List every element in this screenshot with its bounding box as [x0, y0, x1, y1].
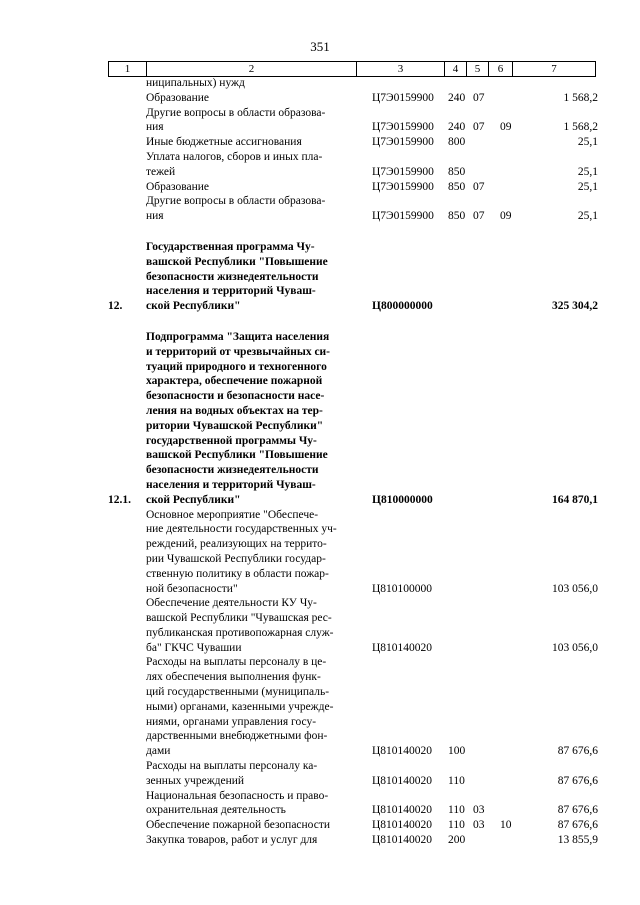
row-name-line: Национальная безопасность и право-	[146, 789, 329, 802]
expense-type-code: 100	[448, 745, 466, 758]
row-name-line: и территорий от чрезвычайных си-	[146, 345, 331, 358]
amount: 25,1	[577, 165, 598, 178]
row-name-line: Уплата налогов, сборов и иных пла-	[146, 150, 323, 163]
row-name	[146, 180, 356, 195]
target-article-code: Ц810000000	[372, 493, 433, 506]
header-col-4: 4	[445, 62, 467, 76]
row-name-line: тежей	[146, 165, 176, 178]
target-article-code: Ц810140020	[372, 834, 433, 847]
row-name-line: Другие вопросы в области образова-	[146, 106, 326, 119]
table-row	[0, 194, 640, 224]
amount: 103 056,0	[552, 582, 598, 595]
row-name	[146, 91, 356, 106]
table-header	[108, 61, 596, 77]
section-code: 07	[473, 210, 485, 223]
expense-type-code: 240	[448, 91, 466, 104]
table-row	[0, 106, 640, 136]
row-number: 12.	[108, 300, 123, 313]
subsection-code: 10	[500, 819, 512, 832]
row-name-line: безопасности жизнедеятельности	[146, 270, 319, 283]
expense-type-code: 850	[448, 165, 466, 178]
row-name	[146, 655, 356, 759]
amount: 1 568,2	[563, 121, 598, 134]
row-name-line: ной безопасности"	[146, 582, 238, 595]
row-name-line: Обеспечение деятельности КУ Чу-	[146, 597, 317, 610]
table-row	[0, 240, 640, 314]
row-name-line: ления на водных объектах на тер-	[146, 404, 323, 417]
row-name-line: ние деятельности государственных уч-	[146, 523, 337, 536]
row-name	[146, 330, 356, 508]
row-name-line: ными) органами, казенными учрежде-	[146, 700, 334, 713]
subsection-code: 09	[500, 210, 512, 223]
row-name-line: населения и территорий Чуваш-	[146, 478, 316, 491]
row-name-line: Образование	[146, 91, 210, 104]
section-code: 07	[473, 180, 485, 193]
table-row	[0, 180, 640, 195]
table-row	[0, 789, 640, 819]
expense-type-code: 240	[448, 121, 466, 134]
table-row	[0, 596, 640, 655]
row-name	[146, 789, 356, 819]
row-name-line: дарственными внебюджетными фон-	[146, 730, 328, 743]
row-name-line: туаций природного и техногенного	[146, 360, 327, 373]
target-article-code: Ц7Э0159900	[372, 91, 434, 104]
target-article-code: Ц810100000	[372, 582, 433, 595]
row-name-line: охранительная деятельность	[146, 804, 286, 817]
row-name-line: ственную политику в области пожар-	[146, 567, 329, 580]
row-name-line: дами	[146, 745, 171, 758]
row-name-line: ния	[146, 210, 164, 223]
row-name	[146, 76, 356, 91]
row-name-line: публиканская противопожарная служ-	[146, 626, 334, 639]
table-row	[0, 759, 640, 789]
header-col-7: 7	[551, 63, 557, 75]
row-name-line: Подпрограмма "Защита населения	[146, 330, 330, 343]
row-number: 12.1.	[108, 493, 131, 506]
row-name-line: ций государственными (муниципаль-	[146, 686, 330, 699]
row-name-line: Другие вопросы в области образова-	[146, 195, 326, 208]
row-name	[146, 135, 356, 150]
section-code: 03	[473, 819, 485, 832]
amount: 87 676,6	[557, 745, 598, 758]
amount: 25,1	[577, 210, 598, 223]
row-name-line: ниями, органами управления госу-	[146, 715, 317, 728]
table-row	[0, 150, 640, 180]
row-name-line: зенных учреждений	[146, 774, 245, 787]
row-name-line: безопасности и безопасности насе-	[146, 390, 325, 403]
table-row	[0, 135, 640, 150]
row-name	[146, 596, 356, 655]
row-name-line: Образование	[146, 180, 210, 193]
target-article-code: Ц810140020	[372, 745, 433, 758]
table-row	[0, 76, 640, 91]
row-name-line: безопасности жизнедеятельности	[146, 464, 319, 477]
target-article-code: Ц7Э0159900	[372, 136, 434, 149]
table-row	[0, 508, 640, 597]
row-name-line: Расходы на выплаты персоналу в це-	[146, 656, 327, 669]
expense-type-code: 800	[448, 136, 466, 149]
row-name-line: характера, обеспечение пожарной	[146, 375, 323, 388]
page-number: 351	[310, 39, 330, 54]
header-col-5: 5	[467, 62, 489, 76]
header-col-6: 6	[489, 62, 513, 76]
amount: 325 304,2	[552, 300, 598, 313]
row-name-line: лях обеспечения выполнения функ-	[146, 671, 321, 684]
table-row	[0, 833, 640, 848]
section-code: 07	[473, 121, 485, 134]
row-name-line: ба" ГКЧС Чувашии	[146, 641, 242, 654]
expense-type-code: 110	[448, 819, 465, 832]
amount: 13 855,9	[557, 834, 598, 847]
row-name-line: реждений, реализующих на террито-	[146, 538, 327, 551]
target-article-code: Ц7Э0159900	[372, 165, 434, 178]
row-name-line: вашской Республики "Чувашская рес-	[146, 612, 332, 625]
row-name-line: ской Республики"	[146, 300, 241, 313]
table-body	[0, 76, 640, 848]
row-name-line: вашской Республики "Повышение	[146, 255, 328, 268]
row-name	[146, 508, 356, 597]
row-name	[146, 759, 356, 789]
amount: 103 056,0	[552, 641, 598, 654]
expense-type-code: 850	[448, 180, 466, 193]
row-name-line: ритории Чувашской Республики"	[146, 419, 324, 432]
target-article-code: Ц810140020	[372, 804, 433, 817]
row-name-line: Обеспечение пожарной безопасности	[146, 819, 331, 832]
target-article-code: Ц800000000	[372, 300, 433, 313]
row-name	[146, 833, 356, 848]
expense-type-code: 110	[448, 804, 465, 817]
target-article-code: Ц810140020	[372, 641, 433, 654]
section-code: 03	[473, 804, 485, 817]
expense-type-code: 850	[448, 210, 466, 223]
row-name	[146, 818, 356, 833]
table-row	[0, 818, 640, 833]
expense-type-code: 110	[448, 774, 465, 787]
amount: 87 676,6	[557, 819, 598, 832]
row-name-line: вашской Республики "Повышение	[146, 449, 328, 462]
row-name-line: рии Чувашской Республики государ-	[146, 552, 326, 565]
amount: 1 568,2	[563, 91, 598, 104]
row-name	[146, 106, 356, 136]
section-code: 07	[473, 91, 485, 104]
target-article-code: Ц7Э0159900	[372, 180, 434, 193]
header-col-3: 3	[357, 62, 445, 76]
row-name-line: ниципальных) нужд	[146, 77, 245, 89]
row-name-line: Основное мероприятие "Обеспече-	[146, 508, 319, 521]
target-article-code: Ц810140020	[372, 774, 433, 787]
row-name	[146, 150, 356, 180]
row-name-line: Иные бюджетные ассигнования	[146, 136, 302, 149]
table-row	[0, 655, 640, 759]
row-name	[146, 194, 356, 224]
target-article-code: Ц7Э0159900	[372, 121, 434, 134]
table-row	[0, 330, 640, 508]
row-name-line: Государственная программа Чу-	[146, 240, 315, 253]
header-col-2: 2	[147, 62, 357, 76]
amount: 25,1	[577, 136, 598, 149]
target-article-code: Ц810140020	[372, 819, 433, 832]
row-name-line: ния	[146, 121, 164, 134]
target-article-code: Ц7Э0159900	[372, 210, 434, 223]
row-name	[146, 240, 356, 314]
row-name-line: Закупка товаров, работ и услуг для	[146, 834, 318, 847]
amount: 87 676,6	[557, 804, 598, 817]
row-name-line: государственной программы Чу-	[146, 434, 317, 447]
amount: 164 870,1	[552, 493, 598, 506]
expense-type-code: 200	[448, 834, 466, 847]
header-col-1: 1	[109, 62, 147, 76]
row-name-line: ской Республики"	[146, 493, 241, 506]
subsection-code: 09	[500, 121, 512, 134]
row-name-line: Расходы на выплаты персоналу ка-	[146, 760, 318, 773]
table-row	[0, 91, 640, 106]
row-name-line: населения и территорий Чуваш-	[146, 285, 316, 298]
amount: 25,1	[577, 180, 598, 193]
amount: 87 676,6	[557, 774, 598, 787]
